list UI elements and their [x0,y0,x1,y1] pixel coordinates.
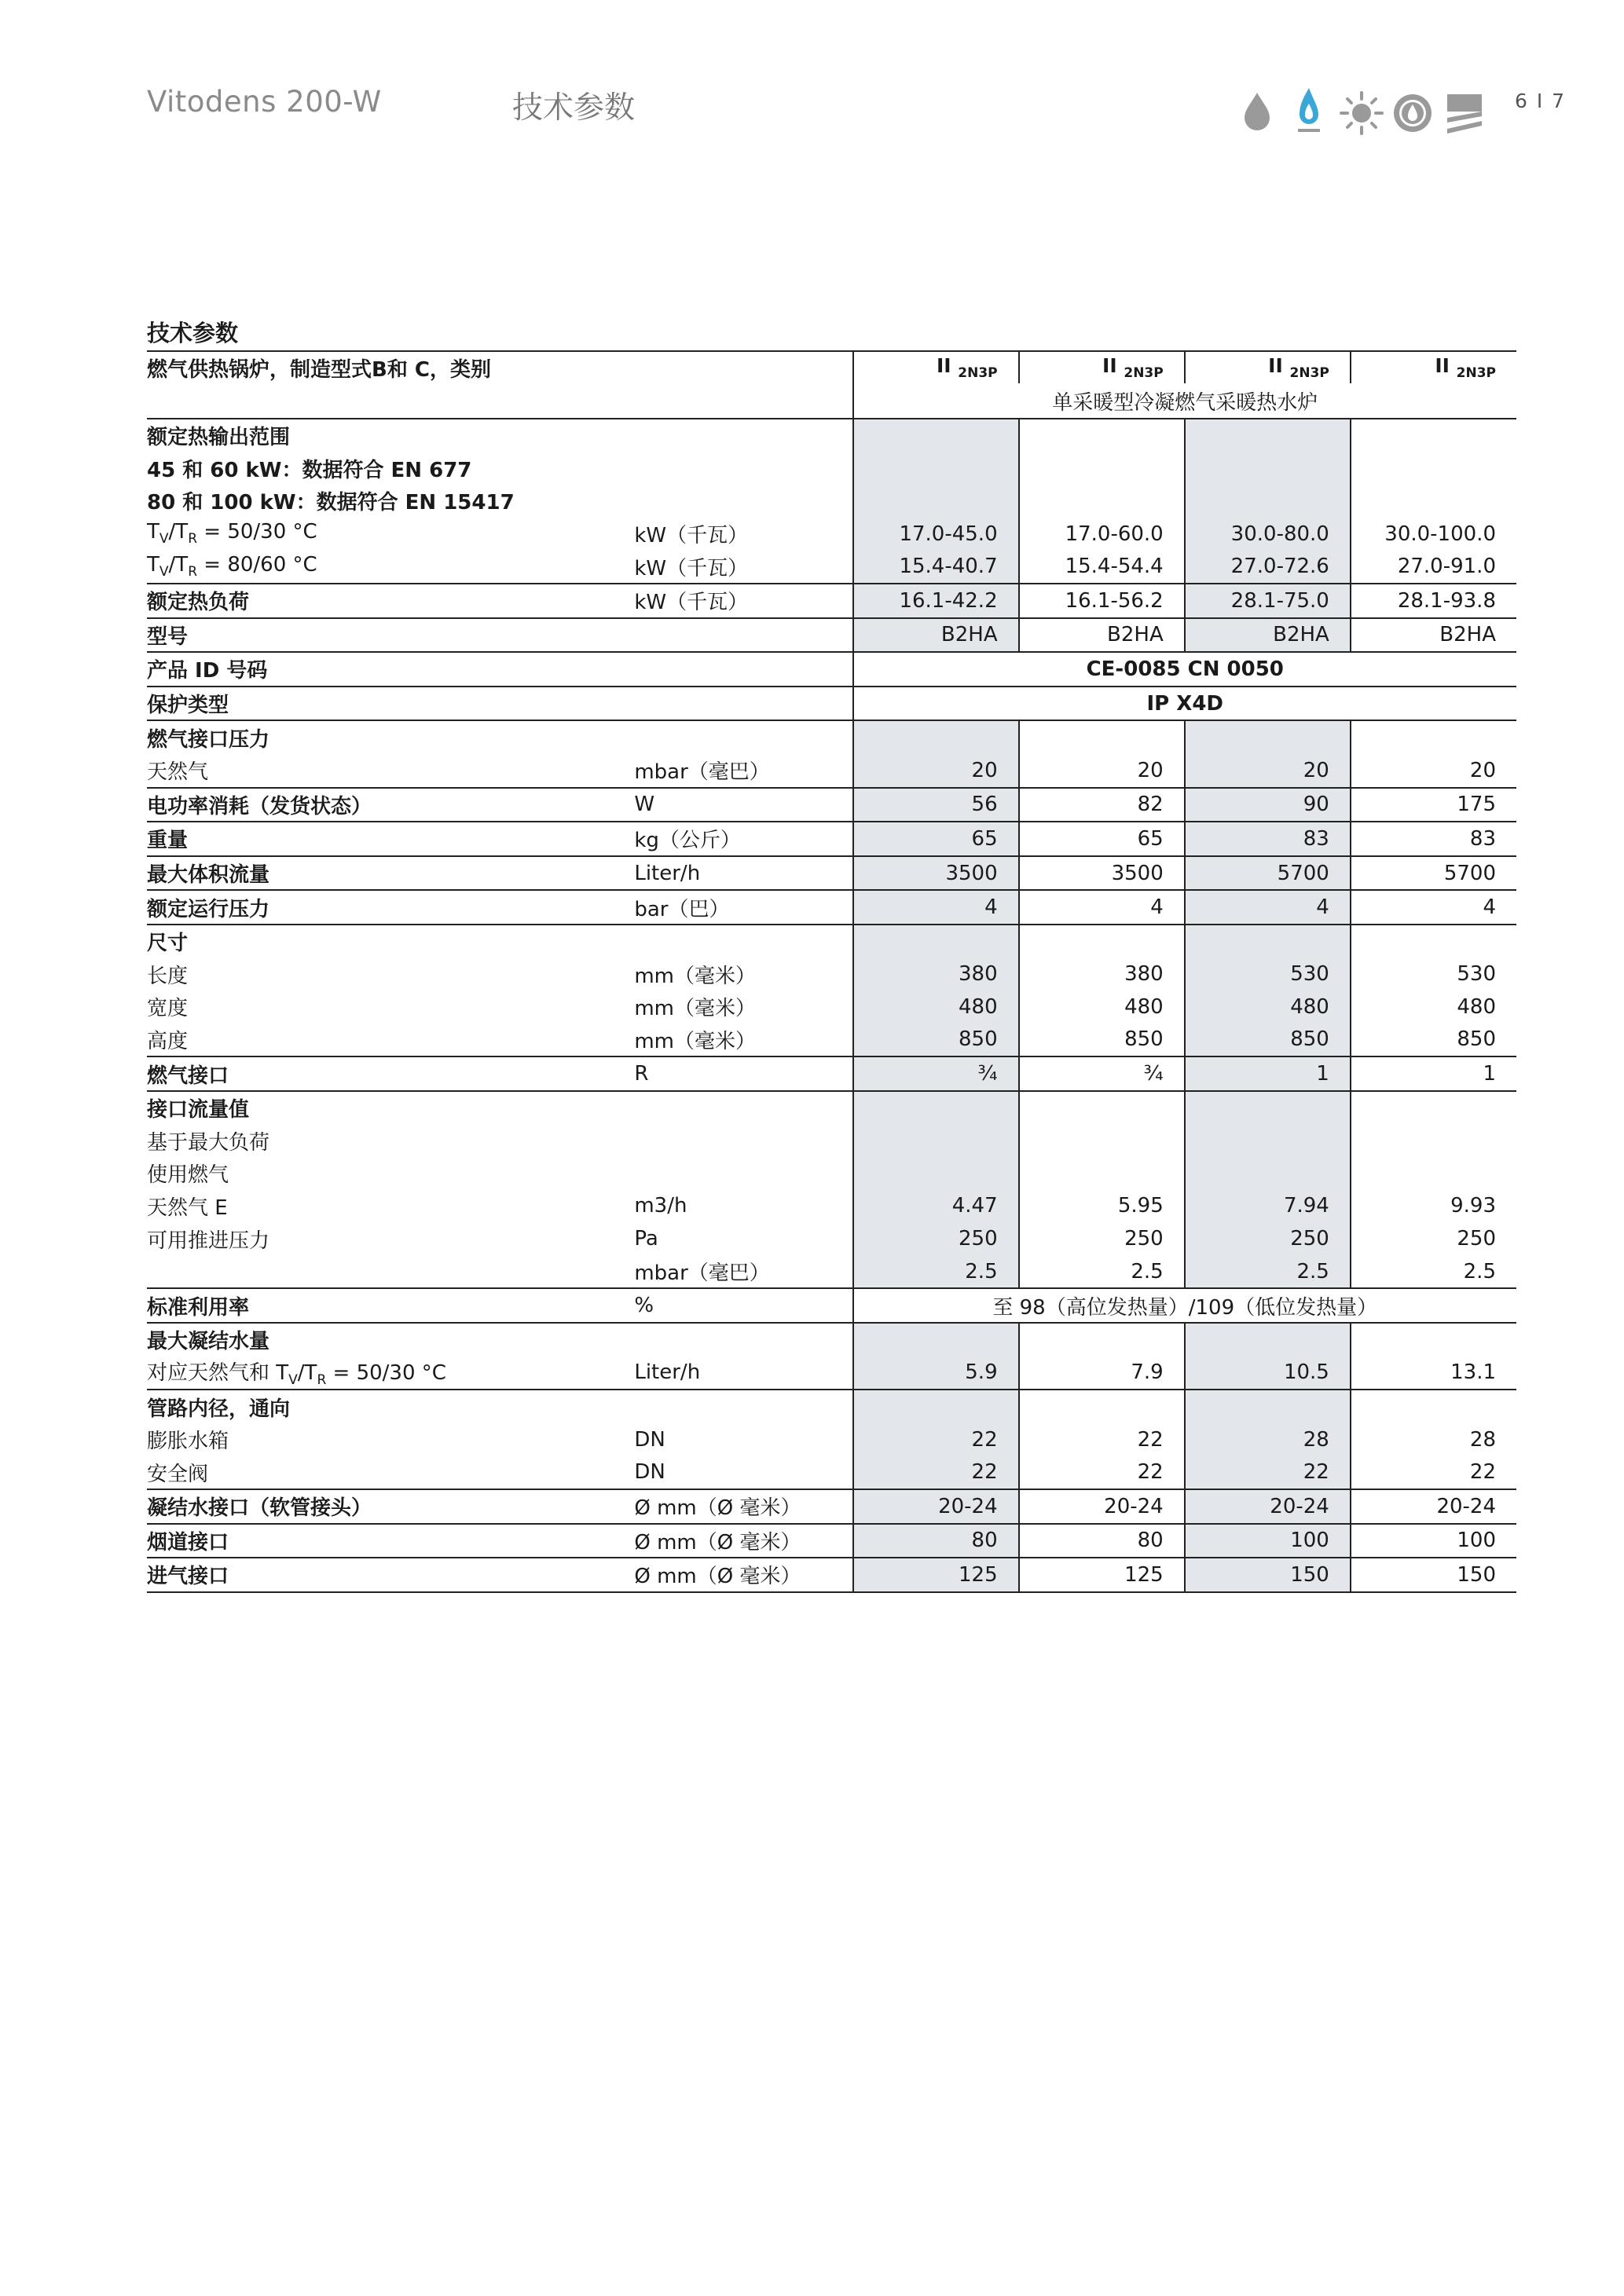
row-value: 480 [1185,991,1351,1023]
row-value: 15.4-54.4 [1019,550,1185,584]
row-unit: kW（千瓦） [634,556,749,580]
row-unit [634,1091,852,1125]
row-value [1351,485,1516,518]
row-value: ¾ [853,1056,1019,1091]
row-unit: Ø mm（Ø 毫米） [634,1489,852,1524]
table-row [147,1056,1516,1091]
row-unit [634,720,852,754]
table-row [147,1489,1516,1524]
row-value: 5.9 [853,1357,1019,1390]
row-value [1019,452,1185,485]
row-value: 530 [1351,958,1516,991]
row-value: 20-24 [853,1489,1019,1524]
row-value: 17.0-60.0 [1019,518,1185,551]
row-value: B2HA [1351,618,1516,653]
row-unit: mbar（毫巴） [634,1262,770,1286]
row-value [1351,1390,1516,1423]
row-unit [634,1390,852,1423]
row-value: 100 [1185,1524,1351,1558]
row-value: 850 [1019,1023,1185,1057]
row-value: 80 [1019,1524,1185,1558]
row-unit: % [634,1288,852,1323]
row-value: 83 [1185,822,1351,856]
row-value [853,419,1019,452]
table-row [147,754,1516,788]
sun-icon [1341,93,1382,134]
group-heading [147,485,1516,518]
row-value: 4.47 [853,1190,1019,1223]
row-value: 250 [853,1222,1019,1255]
row-value: 125 [853,1558,1019,1592]
row-span-value: IP X4D [853,687,1516,721]
row-value: 17.0-45.0 [853,518,1019,551]
row-value: 22 [1019,1456,1185,1489]
row-value: 5.95 [1019,1190,1185,1223]
row-value: 150 [1185,1558,1351,1592]
page-number: 6 I 7 [1515,90,1567,112]
row-value: 10.5 [1185,1357,1351,1390]
row-unit: bar（巴） [634,890,852,925]
row-value: 3500 [1019,856,1185,891]
row-value [1019,925,1185,958]
row-unit: m3/h [634,1194,687,1218]
row-value: 22 [853,1456,1019,1489]
row-value: 250 [1185,1222,1351,1255]
row-value: 150 [1351,1558,1516,1592]
row-value: 4 [1019,890,1185,925]
row-unit: kg（公斤） [634,822,852,856]
row-value: 22 [853,1423,1019,1456]
row-label: 额定热负荷 [147,584,634,618]
row-unit: kW（千瓦） [634,584,852,618]
table-row [147,618,1516,653]
row-unit [634,687,852,721]
row-value [853,925,1019,958]
row-value [1185,452,1351,485]
row-value [1019,485,1185,518]
row-value [1351,419,1516,452]
row-value: 30.0-80.0 [1185,518,1351,551]
group-heading [147,1091,1516,1125]
row-value: 20-24 [1351,1489,1516,1524]
category-cell: II $_{2N3P}$ [1351,351,1516,383]
row-value: 90 [1185,788,1351,822]
row-label: 天然气 E [147,1196,228,1220]
gas-category-label: 燃气供热锅炉，制造型式B和 C，类别 [147,351,853,383]
row-value [1185,1091,1351,1125]
row-unit: kW（千瓦） [634,524,749,548]
row-value: 850 [853,1023,1019,1057]
row-label: 燃气接口压力 [147,720,634,754]
row-value: 4 [1185,890,1351,925]
row-label: 燃气接口 [147,1056,634,1091]
floor-heating-icon [1447,94,1482,134]
row-value: 28.1-93.8 [1351,584,1516,618]
row-value: 28.1-75.0 [1185,584,1351,618]
table-row [147,1288,1516,1323]
row-label: 标准利用率 [147,1288,634,1323]
row-value: 20 [1351,754,1516,788]
row-label: 重量 [147,822,634,856]
row-value: 20 [1019,754,1185,788]
row-value [1019,1124,1185,1157]
row-value: 250 [1019,1222,1185,1255]
row-value [1019,1323,1185,1357]
row-unit [634,925,852,958]
row-value [1019,419,1185,452]
row-unit: mm（毫米） [634,964,756,988]
section-title: 技术参数 [147,320,239,346]
row-value: 22 [1185,1456,1351,1489]
table-row [147,1023,1516,1057]
row-value: 22 [1019,1423,1185,1456]
row-label: 凝结水接口（软管接头） [147,1489,634,1524]
row-value: 380 [1019,958,1185,991]
table-row [147,822,1516,856]
row-value [853,1091,1019,1125]
row-label: 45 和 60 kW：数据符合 EN 677 [147,458,472,482]
row-unit: Ø mm（Ø 毫米） [634,1558,852,1592]
row-span-value: CE-0085 CN 0050 [853,652,1516,687]
table-row [147,1524,1516,1558]
table-row [147,1255,1516,1289]
row-label: 对应天然气和 $T_V/T_R = 50/30$ °C [147,1361,446,1389]
table-row [147,1222,1516,1255]
row-value: 4 [1351,890,1516,925]
row-value [1019,1091,1185,1125]
table-row [147,856,1516,891]
table-row [147,890,1516,925]
row-value [1351,1323,1516,1357]
row-value: 22 [1351,1456,1516,1489]
row-label: 最大凝结水量 [147,1323,634,1357]
technical-data-table [147,350,1516,1593]
row-value: 83 [1351,822,1516,856]
row-value: 28 [1185,1423,1351,1456]
row-unit: mm（毫米） [634,1029,756,1053]
table-row [147,687,1516,721]
row-value: 20-24 [1019,1489,1185,1524]
row-unit [634,1323,852,1357]
row-value [1351,925,1516,958]
flame-icon [1298,88,1320,132]
row-label: 天然气 [147,760,209,785]
row-value [853,452,1019,485]
row-unit: DN [634,1460,665,1485]
row-value [853,1124,1019,1157]
table-row [147,1190,1516,1223]
group-heading [147,720,1516,754]
row-unit: mbar（毫巴） [634,760,770,785]
row-value [1351,720,1516,754]
row-value: 2.5 [1019,1255,1185,1289]
group-heading [147,1124,1516,1157]
row-value: B2HA [1185,618,1351,653]
group-heading [147,1390,1516,1423]
row-value [1019,720,1185,754]
row-value [1185,1124,1351,1157]
page-header-title: 技术参数 [512,90,636,126]
row-value [1185,925,1351,958]
row-value: B2HA [1019,618,1185,653]
row-unit [634,618,852,653]
row-value [853,1390,1019,1423]
group-heading [147,419,1516,452]
table-row [147,991,1516,1023]
row-value [1351,452,1516,485]
row-value [1185,485,1351,518]
row-value: 850 [1351,1023,1516,1057]
row-label: 进气接口 [147,1558,634,1592]
category-cell: II $_{2N3P}$ [1019,351,1185,383]
table-row [147,550,1516,584]
category-cell: II $_{2N3P}$ [1185,351,1351,383]
row-unit: DN [634,1427,665,1452]
row-label: 膨胀水箱 [147,1430,229,1454]
row-value [1351,1124,1516,1157]
row-value [853,720,1019,754]
row-value [853,485,1019,518]
row-value [1185,720,1351,754]
row-value: ¾ [1019,1056,1185,1091]
row-label: 型号 [147,618,634,653]
row-value: 16.1-56.2 [1019,584,1185,618]
row-value [1351,1091,1516,1125]
row-label: 基于最大负荷 [147,1130,270,1155]
table-row [147,958,1516,991]
group-heading [147,452,1516,485]
row-value: 15.4-40.7 [853,550,1019,584]
row-label: 保护类型 [147,687,634,721]
row-value: 480 [1019,991,1185,1023]
row-value: 5700 [1185,856,1351,891]
table-row [147,652,1516,687]
header-icons [1234,85,1498,137]
table-row [147,788,1516,822]
row-label [147,1255,634,1289]
header-row-category [147,351,1516,383]
row-value: 3500 [853,856,1019,891]
row-value [1185,1157,1351,1190]
gas-burner-icon [1394,94,1432,132]
row-value: 2.5 [1185,1255,1351,1289]
product-name: Vitodens 200-W [147,85,382,119]
row-value: 9.93 [1351,1190,1516,1223]
header-row-type [147,383,1516,419]
row-label: 最大体积流量 [147,856,634,891]
row-value: 250 [1351,1222,1516,1255]
row-value: 27.0-91.0 [1351,550,1516,584]
row-unit [634,419,852,452]
row-label: 安全阀 [147,1462,209,1486]
row-value: 175 [1351,788,1516,822]
row-value [1185,419,1351,452]
row-unit: mm（毫米） [634,997,756,1021]
row-label: 使用燃气 [147,1163,229,1188]
row-unit [634,452,852,485]
row-value: 28 [1351,1423,1516,1456]
row-value: 20 [853,754,1019,788]
row-unit [634,1124,852,1157]
water-drop-icon [1245,93,1270,130]
row-value: 56 [853,788,1019,822]
row-value: 4 [853,890,1019,925]
row-label: 产品 ID 号码 [147,652,634,687]
table-row [147,1357,1516,1390]
group-heading [147,1157,1516,1190]
row-value: 2.5 [1351,1255,1516,1289]
row-value: 1 [1351,1056,1516,1091]
row-value: 30.0-100.0 [1351,518,1516,551]
row-value: 5700 [1351,856,1516,891]
row-value [1351,1157,1516,1190]
row-value: 2.5 [853,1255,1019,1289]
row-value: 530 [1185,958,1351,991]
category-cell: II $_{2N3P}$ [853,351,1019,383]
row-value: 20-24 [1185,1489,1351,1524]
row-label: 可用推进压力 [147,1229,270,1253]
row-value [1185,1323,1351,1357]
row-label: 尺寸 [147,925,634,958]
row-unit: Liter/h [634,856,852,891]
table-row [147,1558,1516,1592]
table-row [147,518,1516,551]
row-label: $T_V/T_R = 80/60$ °C [147,553,317,580]
row-value: 480 [853,991,1019,1023]
row-unit [634,485,852,518]
row-value: 100 [1351,1524,1516,1558]
row-value [1019,1390,1185,1423]
row-value: 20 [1185,754,1351,788]
row-value: 65 [853,822,1019,856]
row-label: 额定运行压力 [147,890,634,925]
row-value: 7.94 [1185,1190,1351,1223]
row-value: 65 [1019,822,1185,856]
row-value: 1 [1185,1056,1351,1091]
row-value: 380 [853,958,1019,991]
row-value: 13.1 [1351,1357,1516,1390]
row-value: 82 [1019,788,1185,822]
row-label: 长度 [147,964,189,988]
row-value [1185,1390,1351,1423]
row-unit: W [634,788,852,822]
row-value: 16.1-42.2 [853,584,1019,618]
table-row [147,1423,1516,1456]
row-value: 7.9 [1019,1357,1185,1390]
row-unit: R [634,1056,852,1091]
row-unit [634,652,852,687]
row-label: 额定热输出范围 [147,419,634,452]
table-row [147,584,1516,618]
row-label: 烟道接口 [147,1524,634,1558]
row-label: 高度 [147,1029,189,1053]
row-value [853,1323,1019,1357]
row-span-value: 至 98（高位发热量）/109（低位发热量） [853,1288,1516,1323]
row-label: 电功率消耗（发货状态） [147,788,634,822]
row-value: 27.0-72.6 [1185,550,1351,584]
row-value: 125 [1019,1558,1185,1592]
row-label: 接口流量值 [147,1091,634,1125]
row-value [853,1157,1019,1190]
group-heading [147,1323,1516,1357]
boiler-type: 单采暖型冷凝燃气采暖热水炉 [853,383,1516,419]
row-label: 80 和 100 kW：数据符合 EN 15417 [147,491,515,515]
row-unit: Liter/h [634,1360,701,1385]
row-label: 宽度 [147,997,189,1021]
row-value: 480 [1351,991,1516,1023]
row-unit [634,1157,852,1190]
row-value: 80 [853,1524,1019,1558]
row-unit: Ø mm（Ø 毫米） [634,1524,852,1558]
row-label: $T_V/T_R = 50/30$ °C [147,520,317,547]
row-value: 850 [1185,1023,1351,1057]
row-unit: Pa [634,1227,658,1251]
row-value [1019,1157,1185,1190]
table-row [147,1456,1516,1489]
row-label: 管路内径，通向 [147,1390,634,1423]
row-value: B2HA [853,618,1019,653]
group-heading [147,925,1516,958]
